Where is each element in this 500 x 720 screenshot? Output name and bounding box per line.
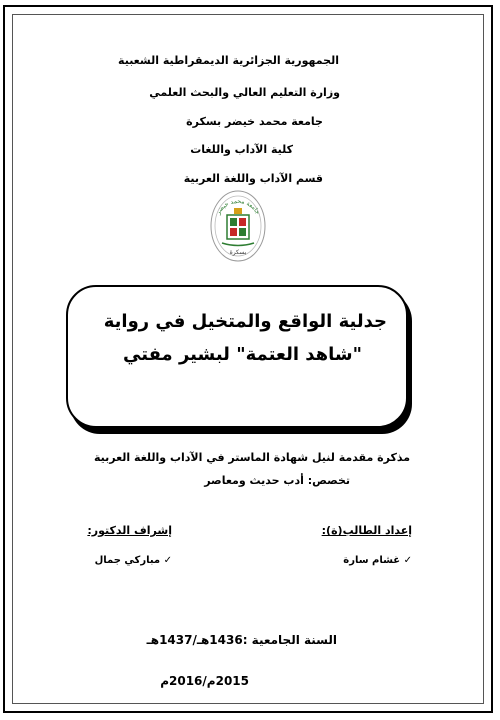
thesis-specialty: تخصص: أدب حديث ومعاصر [204, 474, 350, 487]
academic-year-hijri: السنة الجامعية :1436هـ/1437هـ [146, 633, 337, 647]
student-name-text: غشام سارة [343, 555, 401, 566]
faculty-line: كلية الآداب واللغات [190, 143, 293, 156]
academic-year-gregorian: 2015م/2016م [160, 674, 249, 688]
supervisor-name-text: مباركي جمال [94, 555, 161, 566]
seal-bottom-text: بسكرة [229, 249, 247, 256]
student-label: إعداد الطالب(ة): [321, 524, 412, 537]
university-line: جامعة محمد خيضر بسكرة [186, 115, 323, 128]
supervisor-label: إشراف الدكتور: [87, 524, 172, 537]
check-mark-icon: ✓ [403, 555, 412, 566]
republic-line: الجمهورية الجزائرية الديمقراطية الشعبية [118, 54, 339, 67]
university-seal-icon [208, 188, 268, 264]
thesis-title-line2: "شاهد العتمة" لبشير مفتي [123, 344, 362, 365]
thesis-description: مذكرة مقدمة لنيل شهادة الماستر في الآداب واللغة العربية [93, 451, 410, 464]
ministry-line: وزارة التعليم العالي والبحث العلمي [149, 86, 340, 99]
thesis-title-line1: جدلية الواقع والمتخيل في رواية [103, 311, 387, 332]
supervisor-name [95, 555, 172, 566]
student-name [343, 555, 412, 566]
check-mark-icon: ✓ [163, 555, 172, 566]
seal-arc-text: جامعة محمد خيضر [214, 197, 262, 216]
department-line: قسم الآداب واللغة العربية [183, 172, 323, 185]
